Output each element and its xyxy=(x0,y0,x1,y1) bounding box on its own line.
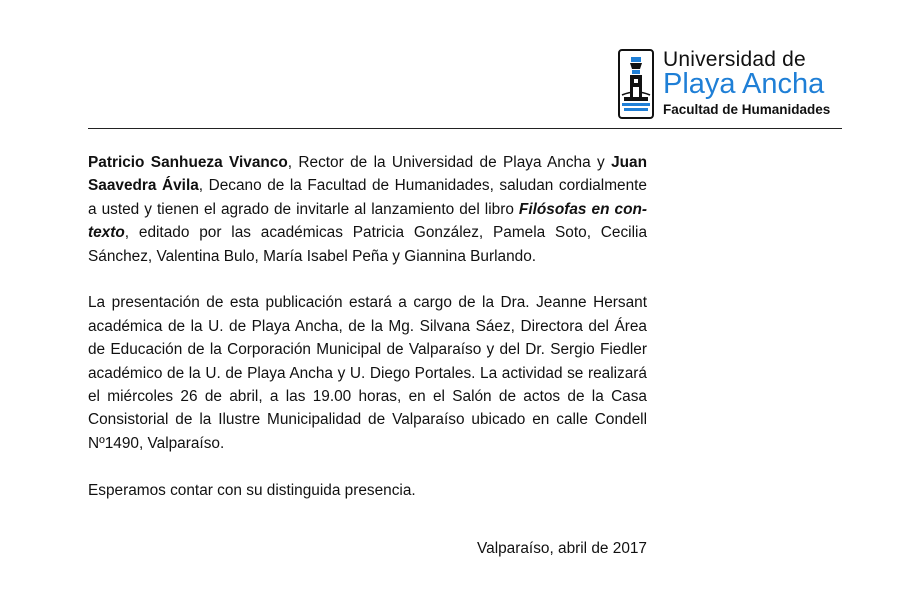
logo-wordmark xyxy=(663,48,830,119)
book-title: Filósofas en con-texto xyxy=(88,200,648,242)
invitation-paragraph xyxy=(88,151,647,268)
closing-remark: Esperamos contar con su distinguida presencia. xyxy=(88,481,416,499)
invitation-text-2: , Decano de la Facultad de Humanidades, saludan cordialmente a usted y tienen el agrado de invitarle al lanzamiento del libro xyxy=(88,177,647,218)
logo-university-name: Playa Ancha xyxy=(663,68,825,100)
university-logo xyxy=(618,48,848,124)
event-details-paragraph: La presentación de esta publicación estará a cargo de la Dra. Jeanne Hersant académica de la U. de Playa Ancha, de la Mg. Silvana Sáez, Directora del Área de Educación de la Corporación Municipal de Valparaíso y del Dr. Sergio Fiedler académico de la U. de Playa Ancha y U. Diego Portales. La actividad se realizará el miércoles 26 de abril, a las 19.00 horas, en el Salón de actos de la Casa Consistorial de la Ilustre Municipalidad de Valparaíso ubicado en calle Condell Nº1490, Valparaíso. xyxy=(88,294,647,452)
university-seal-icon xyxy=(618,49,654,119)
invitation-text-1: , Rector de la Universidad de Playa Ancha y xyxy=(287,154,612,171)
dean-name: Juan Saavedra Ávila xyxy=(88,154,648,195)
logo-university-label: Universidad de xyxy=(663,48,806,71)
place-date: Valparaíso, abril de 2017 xyxy=(477,540,647,557)
invitation-text-3: , editado por las académicas Patricia González, Pamela Soto, Cecilia Sánchez, Valentina Bulo, María Isabel Peña y Giannina Burlando. xyxy=(88,224,647,265)
logo-faculty-name: Facultad de Humanidades xyxy=(663,102,831,117)
header-divider xyxy=(88,128,842,129)
letter-body xyxy=(88,151,647,525)
rector-name: Patricio Sanhueza Vivanco xyxy=(88,154,288,171)
